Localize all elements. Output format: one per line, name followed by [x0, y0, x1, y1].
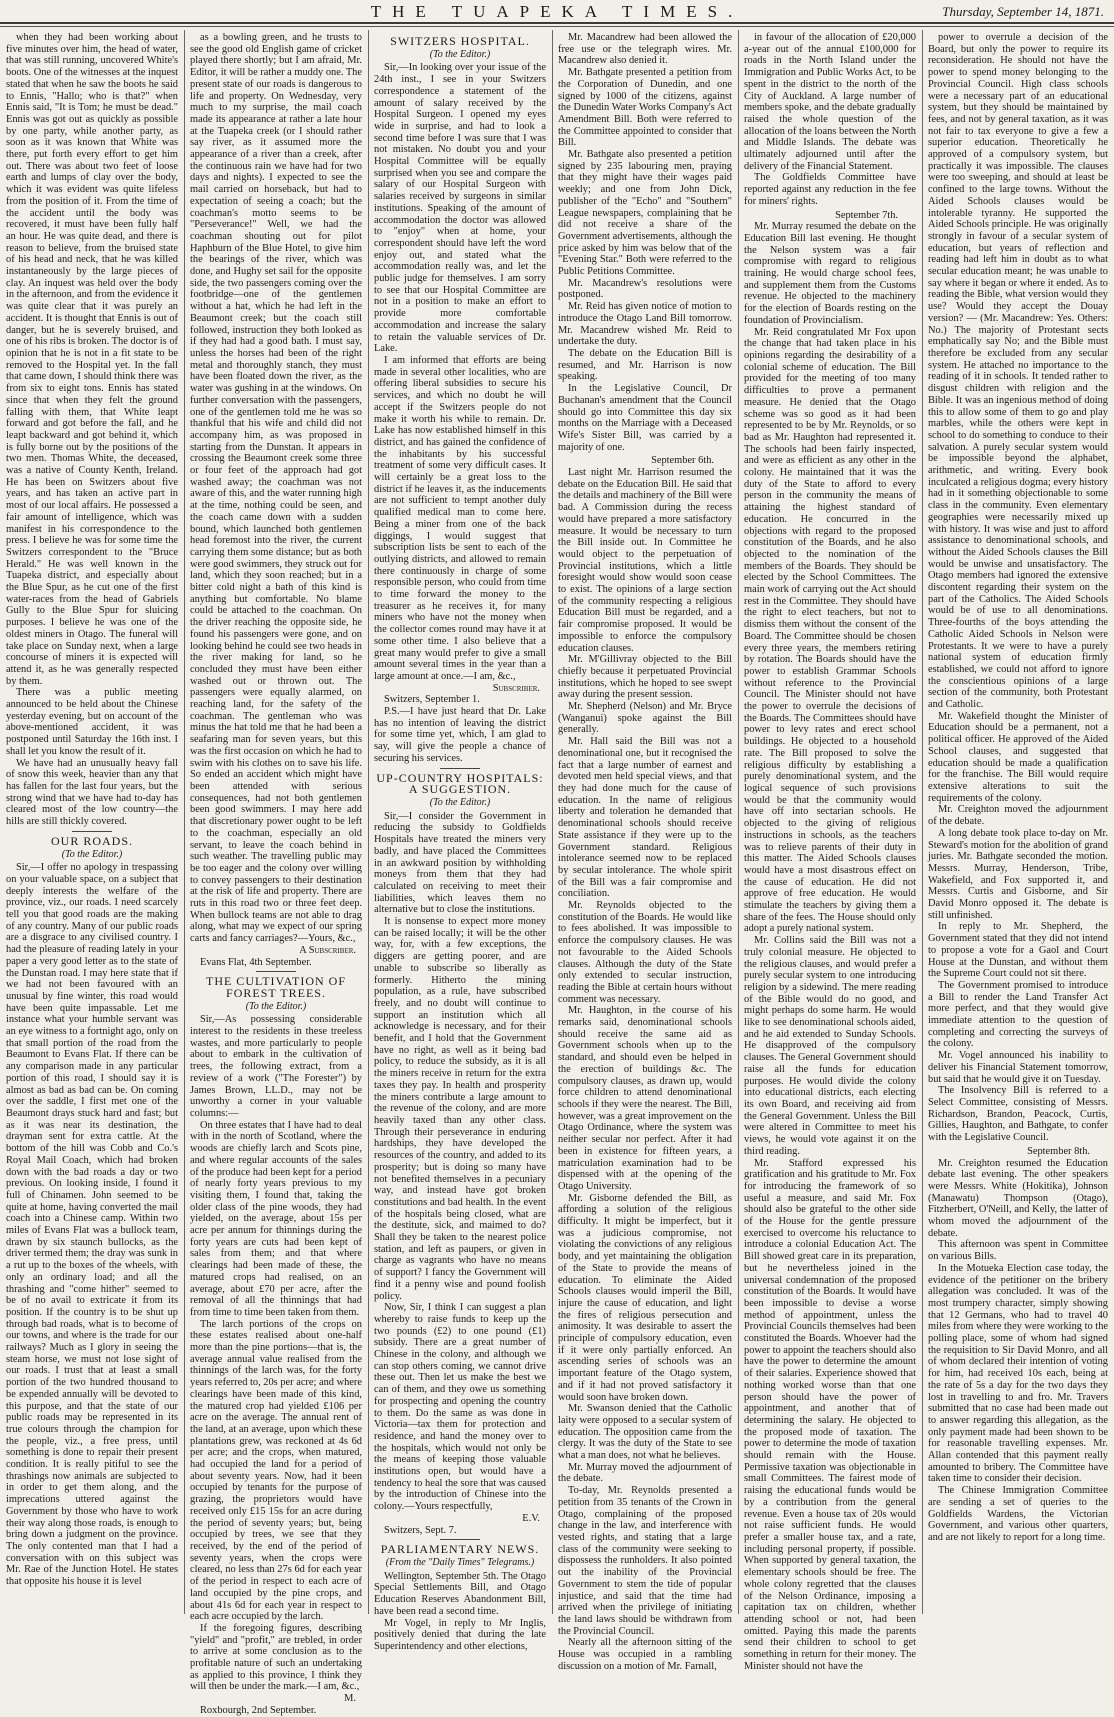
headline-parliamentary-news: PARLIAMENTARY NEWS.	[380, 1542, 540, 1557]
signature: M.	[344, 1693, 356, 1705]
letter-subhead: (To the Editor.)	[429, 797, 491, 808]
newspaper-title: THE TUAPEKA TIMES.	[370, 2, 744, 21]
article-paragraph: Sir,—As possessing considerable interest to the residents in these treeless wastes, and more particularly to people about to embark in the cultivation of trees, the following extract, from a review of a work ("The Forester") by James Brown, LL.D., may not be unworthy a corner in your valuable columns:—	[190, 1014, 362, 1119]
letter-subhead: (To the Editor.)	[429, 48, 491, 60]
column-rule	[552, 30, 553, 1614]
column-rule	[368, 30, 369, 1614]
article-paragraph: Mr. Creighton resumed the Education debate last evening. The other speakers were Messrs. White (Hokitika), Johnson (Manawatu) Thompson (Otago), Fitzherbert, O'Neill, and Kelly, the latter of whom moved the adjournment of the debate.	[928, 1157, 1108, 1239]
news-date: September 7th.	[835, 209, 898, 221]
article-paragraph: On three estates that I have had to deal with in the north of Scotland, where the woods are chiefly larch and Scots pine, and where regular accounts of the sales of the produce had been kept for a period of nearly forty years previous to my visiting them, I found that, taking the older class of the pine woods, they had yielded, on the average, about 15s per acre per annum for thinnings during the forty years are cuts had been kept of sales from them; and that where clearings had been made of these, the matured crops had realised, on an average, about £70 per acre, after the removal of all the thinnings that had from time to time been taken from them.	[190, 1119, 362, 1318]
article-paragraph: Mr. Reynolds objected to the constitution of the Boards. He would like to fees abolished. It was impossible to enforce the compulsory clauses. He was not favourable to the Aided Schools clauses. Although the duty of the State only extended to secular instruction, reading the Bible at certain hours without comment was necessary.	[558, 900, 732, 1005]
article-paragraph: Mr. Bathgate also presented a petition signed by 235 labouring men, praying that they might have their wages paid weekly; and one from John Dick, publisher of the "Echo" and "Southern" League newspapers, complaining that he did not receive a share of the Government advertisements, although the price asked by him was below that of the "Evening Star." Both were referred to the Public Petitions Committee.	[558, 149, 732, 278]
article-paragraph: Mr. Reid has given notice of motion to introduce the Otago Land Bill tomorrow. Mr. Macandrew wished Mr. Reid to undertake the duty.	[558, 301, 732, 348]
article-paragraph: We have had an unusually heavy fall of snow this week, heavier than any that has fallen for the last four years, but the strong wind that we have had to-day has cleared most of the low country—the hills are still thickly covered.	[6, 757, 178, 828]
article-paragraph: Mr. Wakefield thought the Minister of Education should be a permanent, not a political officer. He approved of the Aided School clauses, and suggested that education should be made a qualification for the franchise. The Bill would require extensive alterations to suit the requirements of the colony.	[928, 710, 1108, 804]
column-1	[6, 32, 178, 1612]
column-2	[190, 32, 362, 1716]
article-paragraph: The Chinese Immigration Committee are sending a set of queries to the Goldfields Wardens, the Victorian Government, and various other quarters, and are not likely to report for a long time.	[928, 1485, 1108, 1543]
column-rule	[184, 30, 185, 1614]
article-paragraph: In the Motueka Election case today, the evidence of the petitioner on the bribery allegation was concluded. It was of the most trumpery character, simply showing that 12 Germans, who had to travel 40 miles from where they were working to the polling place, some of whom had signed the requisition to Sir David Monro, and all of whom declared their intention of voting for him, had received 10s each, being at the rate of 5s a day for the two days they lost in travelling to and fro. Mr. Travers submitted that no case had been made out to answer regarding this allegation, as the only payment made had been shown to be for reasonable travelling expenses. Mr. Allan contended that this payment really amounted to bribery. The Committee have taken time to consider their decision.	[928, 1262, 1108, 1485]
signature: Subscriber.	[492, 682, 540, 694]
article-paragraph: Sir,—I consider the Government in reducing the subsidy to Goldfields Hospitals have treated the miners very badly, and have placed the Committees in an awkward position by withholding moneys from them that they had calculated on receiving to meet their liabilities, which leaves them no alternative but to close the institutions.	[374, 810, 546, 916]
article-paragraph: It is nonsense to expect more money can be raised locally; it will be the other way, for, with a few exceptions, the diggers are getting poorer, and are unable to subscribe so liberally as formerly. Hitherto the mining population, as a rule, have subscribed freely, and no doubt will continue to support an institution which all acknowledge is necessary, and for their benefit, and I hold that the Government have no right, as well as it being bad policy, to reduce the subsidy, as it is all the miners receive in return for the extra taxes they pay. In health and prosperity the miners contribute a large amount to the revenue of the colony, and are more heavily taxed than any other class. Through their perseverance in enduring hardships, they have developed the resources of the country, and added to its prosperity; but is doing so many have not benefited themselves in a pecuniary way, and instead have got broken constitutions and bad health. In the event of the hospitals being closed, what are the destitute, sick, and maimed to do? Shall they be taken to the nearest police station, and left as paupers, or given in charge as vagrants who have no means of support? I fancy the Government will find it a penny wise and pound foolish policy.	[374, 916, 546, 1302]
article-paragraph: Mr. Macandrew had been allowed the free use or the telegraph wires. Mr. Macandrew also denied it.	[558, 32, 732, 67]
article-paragraph: Mr. Bathgate presented a petition from the Corporation of Dunedin, and one signed by 1000 of the citizens, against the Dunedin Water Works Company's Act Amendment Bill. Both were referred to the Committee appointed to consider that Bill.	[558, 67, 732, 149]
article-paragraph: To-day, Mr. Reynolds presented a petition from 35 tenants of the Crown in Otago, complaining of the proposed change in the law, and interference with vested rights, and stating that a large class of the community were seeking to dispossess the runholders. It also pointed out the inability of the Provincial Government to stem the tide of popular injustice, and said that the time had arrived when the privilege of initiating the land laws should be withdrawn from the Provincial Council.	[558, 1485, 732, 1637]
article-paragraph: Mr. Haughton, in the course of his remarks said, denominational schools should receive the same aid as Government schools when up to the standard, and should even be helped in the erection of buildings &c. The compulsory clauses, as drawn up, would force children to attend denominational schools if they were the nearest. The Bill, however, was a great improvement on the Otago Ordinance, where the system was neither secular nor perfect. After it had been in existence for fifteen years, a matriculation examination had to be dispensed with at the opening of the Otago University.	[558, 1005, 732, 1192]
article-paragraph: Mr. Stafford expressed his gratification and his gratitude to Mr. Fox for introducing the framework of so useful a measure, and said Mr. Fox should also be grateful to the other side of the House for the gentle pressure exercised to overcome his reluctance to introduce a colonial Education Act. The Bill showed great care in its preparation, but he nevertheless joined in the universal condemnation of the proposed constitution of the Boards. It would have been impossible to devise a worse method of appointment, unless the Provincial Councils themselves had been constituted the Boards. Whoever had the power to appoint the teachers should also have the power to determine the amount of their salaries. Experience showed that nothing worked worse than that one person should have the power of appointment, and another that of determining the salary. He objected to the proposed mode of taxation. The power to determine the mode of taxation should remain with the House. Permissive taxation was objectionable in small Committees. The fairest mode of raising the educational funds would be by a contribution from the general revenue. Even a house tax of 20s would not raise sufficient funds. He would prefer a smaller house tax, and a rate, including personal property, if possible. When supported by general taxation, the elementary schools should be free. The whole colony regretted that the clauses of the Nelson Ordinance, imposing a capitation tax on children, whether attending school or not, had been omitted. Paying this made the parents send their children to school to get something in return for their money. The Minister should not have the	[744, 1157, 916, 1672]
signature: A Subscriber.	[299, 944, 356, 956]
dateline: Switzers, Sept. 7.	[384, 1524, 457, 1536]
signature: E.V.	[522, 1512, 540, 1524]
article-paragraph: Mr. Gisborne defended the Bill, as affording a solution of the religious difficulty. It might be imperfect, but it was a judicious compromise, not violating the convictions of any religious body, and yet maintaining the obligation of the State to provide the means of education. To eliminate the Aided Schools clauses would imperil the Bill, injure the cause of education, and light the fires of religious persecution and animosity. It was desirable to assert the principle of compulsory education, even if it were only partially enforced. An ascending series of schools was an important feature of the Otago system, and if it had not proved satisfactory it would soon have broken down.	[558, 1192, 732, 1403]
article-paragraph: I am informed that efforts are being made in several other localities, who are offering liberal subsidies to secure his services, and which no doubt he will accept if the Switzers people do not make it worth his while to remain. Dr. Lake has now established himself in this district, and has gained the confidence of the inhabitants by his successful treatment of some very difficult cases. It will certainly be a great loss to the district if he leaves it, as the inducements are not sufficient to tempt another duly qualified medical man to come here. Being a miner from one of the back diggings, I would suggest that subscription lists be sent to each of the outlying districts, and allowed to remain there continuously in charge of some responsible person, who could from time to time forward the money to the treasurer as he receives it, for many miners who have not the money when the collector comes round may have it at some other time. I also believe that a great many would prefer to give a small amount several times in the year than a large amount at once.—I am, &c.,	[374, 354, 546, 682]
column-4	[558, 32, 732, 1672]
article-paragraph: The Insolvency Bill is referred to a Select Committee, consisting of Messrs. Richardson, Brandon, Peacock, Curtis, Gillies, Haughton, and Bathgate, to confer with the Legislative Council.	[928, 1085, 1108, 1144]
article-paragraph: Last night Mr. Harrison resumed the debate on the Education Bill. He said that the details and machinery of the Bill were bad. A Commission during the recess would have prepared a more satisfactory measure. It would be necessary to turn the Bill inside out. In Committee he would object to the perpetuation of Provincial institutions, which a little foresight would show would soon cease to exist. The opinions of a large section of the community respecting a religious Education Bill must be regarded, and a fair compromise proposed. It would be impossible to enforce the compulsory education clauses.	[558, 467, 732, 654]
news-date: September 8th.	[1027, 1145, 1090, 1157]
headline-our-roads: OUR ROADS.	[50, 833, 133, 848]
article-paragraph: as a bowling green, and he trusts to see the good old English game of cricket played there shortly; but I am afraid, Mr. Editor, it will be rather a muddy one. The present state of our roads is dangerous to life and property. On Wednesday, very much to my surprise, the mail coach made its appearance at rather a late hour at the Tuapeka creek (or I should rather say river, as it assumed more the appearance of a river than a creek, after the continuous rain we have had for two days and nights). I expected to see the mail carried on horseback, but had to expectation of seeing a coach; but the coachman's motto seems to be "Perseverance!" Well, we had the coachman shouting out for pilot Haphburn of the Blue Hotel, to give him the bearings of the river, which was done, and Hughy set sail for the opposite side, the two passengers coming over the footbridge—one of the gentlemen without a hat, which he had left in the Beaumont creek; but the coach still followed, instruction they both looked as if they had had a good bath. I must say, unless the horses had been of the right metal and thoroughly stanch, they must have been floated down the river, as the water was gushing in at the windows. On further conversation with the passengers, one of the gentlemen told me he was so thankful that his wife and child did not accompany him, as was proposed in starting from the Dunstan. It appears in crossing the Beaumont creek some three or four feet of the approach had got washed away; the coachman was not aware of this, and the water running high at the time, nothing could be seen, and the coach came down with a sudden bound, which launched both gentlemen head foremost into the river, the current carrying them some distance; but as both were good swimmers, they struck out for land, which they soon reached; but in a bitter cold night a bath of this kind is anything but comfortable. No blame could be attached to the coachman. On the driver reaching the opposite side, he found his passengers were gone, and on looking behind he could see two heads in the river making for land, so he concluded they must have been either washed out or thrown out. The passengers were equally alarmed, on reaching land, for the safety of the coachman. The gentleman who was minus the hat told me that he had been a seafaring man for seven years, but this was the first occasion on which he had to swim with his clothes on to save his life. So ended an accident which might have been attended with serious consequences, had not both gentlemen been good swimmers. I may here add that discretionary power ought to be left to the coachman, especially an old servant, to leave the coach behind in such weather. The travelling public may be too eager and the colony over willing to convey passengers to their destination at the risk of life and property. There are ruts in this road two or three feet deep. When bullock teams are not able to drag along, what may we expect of our spring carts and fancy carriages?—Yours, &c.,	[190, 32, 362, 945]
article-paragraph: Sir,—In looking over your issue of the 24th inst., I see in your Switzers correspondence a statement of the amount of salary received by the Hospital Surgeon. I opened my eyes wide in surprise, and had to look a second time before I was sure that I was not mistaken. No doubt you and your Hospital Committee will be equally surprised when you see and compare the salary of our Hospital Surgeon with salaries received by surgeons in similar institutions. Speaking of the amount of accommodation the doctor was allowed to "enjoy" when at home, your correspondent should have left the word enjoy out, and stated what the accommodation really was, and let the public judge for themselves. I am sorry to see that our Hospital Committee are not in a position to make an effort to provide more comfortable accommodation and increase the salary to retain the valuable services of Dr. Lake.	[374, 62, 546, 355]
article-paragraph: Mr. Murray moved the adjournment of the debate.	[558, 1461, 732, 1485]
dateline: Switzers, September 1.	[384, 694, 480, 706]
article-paragraph: Mr. Collins said the Bill was not a truly colonial measure. He objected to the religious clauses, and would prefer a purely secular system to one introducing religion by a sidewind. The mere reading of the Bible would do no good, and might perhaps do some harm. He would like to see denominational schools aided, and he aid extended to Sunday Schools. He disapproved of the compulsory clauses. The General Government should raise all the funds for education purposes. He would divide the colony into educational districts, each electing its own Board, and receiving aid from the General Government. Unless the Bill were altered in Committee to meet his views, he would vote against it on the third reading.	[744, 935, 916, 1157]
article-paragraph: Mr. Hall said the Bill was not a denominational one, but it recognised the fact that a large number of earnest and devoted men held special views, and that they had done much for the cause of education. In the name of religious liberty and toleration he demanded that denominational schools should receive State assistance if they were up to the Government standard. Religious intolerance seemed now to be replaced by secular intolerance. The whole spirit of the Bill was a fair compromise and conciliation.	[558, 736, 732, 900]
article-paragraph: Mr. Vogel announced his inability to deliver his Financial Statement tomorrow, but said that he would give it on Tuesday.	[928, 1050, 1108, 1085]
headline-switzers-hospital: SWITZERS HOSPITAL.	[390, 34, 530, 48]
article-paragraph: when they had been working about five minutes over him, the head of water, that was still running, uncovered White's boots. One of the witnesses at the inquest stated that when he saw the boots he said to Ennis, "Hallo; who is that?" when Ennis said, "It is Tom; he must be dead." Ennis was got out as quickly as possible by one party, while another party, as soon as it was known that White was there, put forth every effort to get him out. There was about two feet of loose earth and lumps of clay over the body, which it was evident was quite lifeless from the position of it. From the time of the accident until the body was recovered, it must have been fully half an hour. He was quite dead, and there is reason to believe, from the bruised state of his head and neck, that he was killed instantaneously by the large pieces of clay. An inquest was held over the body in the afternoon, and from the evidence it was quite clear that it was purely an accident. It is thought that Ennis is out of danger, but he is severely bruised, and one of his ribs is broken. The doctor is of opinion that he is not in a fit state to be removed to the Hospital yet. In the fall that came down, I should think there was from six to eight tons. Ennis has stated since that when they felt the ground falling with them, that White leapt forward and got before the fall, and he leapt backward and got behind it, which is fully borne out by the positions of the two men. Thomas White, the deceased, was a native of County Kenth, Ireland. He has been on Switzers about five years, and has taken an active part in most of our local affairs. He possessed a fair amount of intelligence, which was manifest in his correspondence to the press. I believe he was for some time the Switzers correspondent to the "Bruce Herald." He was well known in the Tuapeka district, and especially about the Blue Spur, as he cut one of the first water-races from the head of Gabriels Gully to the Blue Spur for sluicing purposes. I believe he was one of the oldest miners in Otago. The funeral will take place on Sunday next, when a large concourse of miners it is expected will attend it, as he was generally respected by them.	[6, 32, 178, 687]
article-paragraph: Mr Vogel, in reply to Mr Inglis, positively denied that during the late Superintendency and other elections,	[374, 1617, 546, 1652]
issue-date: Thursday, September 14, 1871.	[942, 4, 1104, 19]
article-paragraph: Mr. Swanson denied that the Catholic laity were opposed to a secular system of education. The opposition came from the clergy. It was the duty of the State to see what a man does, not what he believes.	[558, 1403, 732, 1462]
article-paragraph: This afternoon was spent in Committee on various Bills.	[928, 1239, 1108, 1263]
article-paragraph: Now, Sir, I think I can suggest a plan whereby to raise funds to keep up the two pounds (£2) to one pound (£1) subsidy. There are a great number of Chinese in the colony, and although we can stop others coming, we cannot drive these out. Then let us make the best we can of them, and they owe us something for prospecting and opening the country to them. Do the same as was done in Victoria—tax them for protection and residence, and hand the money over to the hospitals, which would not only be the means of keeping those valuable institutions open, but would have a tendency to heal the sore that was caused by the introduction of Chinese into the colony.—Yours respectfully,	[374, 1302, 546, 1513]
article-paragraph: The debate on the Education Bill is resumed, and Mr. Harrison is now speaking.	[558, 347, 732, 383]
article-paragraph: Mr. Shepherd (Nelson) and Mr. Bryce (Wanganui) spoke against the Bill generally.	[558, 701, 732, 736]
article-paragraph: Sir,—I offer no apology in trespassing on your valuable space, on a subject that deeply interests the welfare of the province, viz., our roads. I need scarcely tell you that good roads are the making of any country. Many of our public roads are a disgrace to any civilised country. I had the pleasure of reading lately in your paper a very good letter as to the state of the Dunstan road. I may here state that if we had not been favoured with an unusual by fine winter, this road would have been quite impassable. Let me instance what your humble servant was an eye witness to a fortnight ago, only on that small portion of the road from the Beaumont to Evans Flat. If there can be any comparison made in any particular portion of this road, I should say it is almost as bad as bad can be. On coming over the saddle, I first met one of the Beaumont drays stuck hard and fast; but as it was near its destination, the drayman sent for extra cattle. At the bottom of the hill was Cobb and Co.'s Royal Mail Coach, which had broken down with the bad roads a day or two previous. On looking inside, I found it full of Chinamen. John seemed to be quite at home, having converted the mail coach into a Chinese camp. Within two miles of Evans Flat was a bullock team, drawn by six staunch bullocks, as the driver termed them; the dray was sunk in a rut up to the boxes of the wheels, with only an ordinary load; and all the thrashing and "come hither" seemed to be of no avail to extricate it from its position. If the country is to be shut up through bad roads, what is to become of our towns, and where is the trade for our railways? Much as I glory in seeing the steam horse, we must not lose sight of our roads. I trust that at least a small portion of the two hundred thousand to be expended annually will be devoted to this purpose, and that the state of our public roads may be represented in its true colours through the champion for the people, viz., a free press, until something is done to repair their present condition. It is really pitiful to see the thrashings now animals are subjected to in order to get them along, and the imprecations uttered against the Government by those who have to work their way along those roads, is enough to bring down a judgment on the province. The only contented man that I had a conversation with on this subject was Mr. Rae of the Junction Hotel. He states that opposite his house it is level	[6, 862, 178, 1588]
letter-subhead: (To the Editor.)	[245, 1000, 307, 1012]
column-rule	[738, 30, 739, 1614]
article-paragraph: Mr. Reid congratulated Mr Fox upon the change that had taken place in his opinions regarding the desirability of a colonial scheme of education. The Bill provided for the meeting of too many difficulties to prove a permanent measure. He denied that the Otago scheme was so good as it had been represented to be by Mr. Reynolds, or so bad as Mr. Haughton had represented it. The schools had been fairly inspected, and were as efficient as any other in the colony. He maintained that it was the duty of the State to afford to every person in the community the means of attaining the highest standard of education. He concurred in the objections with regard to the proposed constitution of the Boards, and he also objected to the nomination of the members of the Boards. They should be elected by the School Committees. The main work of carrying out the Act should rest in the Committee. They should have the right to elect teachers, but not to dismiss them without the consent of the Board. The Committee should be chosen every three years, the members retiring by rotation. The Boards should have the power to establish Grammar Schools without reference to the Provincial Council. The Minister should not have the power to overrule the decisions of the Boards. The Committees should have power to levy rates and erect school buildings. He objected to a household rate. The Bill proposed to solve the religious difficulty by establishing a purely denominational system, and the logical sequence of such provisions would be that the community would have off into sectarian schools. He objected to the giving of religious instructions in schools, as the teachers was to relieve parents of their duty in this matter. The Aided Schools clauses would have a most disastrous effect on the cause of education. He did not approve of free education. He would stimulate the teachers by giving them a share of the fees. The House should only adopt a purely national system.	[744, 326, 916, 935]
article-paragraph: in favour of the allocation of £20,000 a-year out of the annual £100,000 for roads in the North Island under the Immigration and Public Works Act, to be spent in the district to the north of the City of Auckland. A large number of members spoke, and the debate gradually raised the whole question of the allocation of the loans between the North and Middle Islands. The debate was ultimately adjourned until after the delivery of the Financial Statement.	[744, 32, 916, 172]
article-paragraph: In reply to Mr. Shepherd, the Government stated that they did not intend to propose a vote for a Gaol and Court House at the Dunstan, and without them the Supreme Court could not sit there.	[928, 921, 1108, 980]
article-paragraph: In the Legislative Council, Dr Buchanan's amendment that the Council should go into Committee this day six months on the Marriage with a Deceased Wife's Sister Bill, was carried by a majority of one.	[558, 383, 732, 453]
article-paragraph: Wellington, September 5th. The Otago Special Settlements Bill, and Otago Education Reserves Abandonment Bill, have been read a second time.	[374, 1570, 546, 1617]
news-source-subhead: (From the "Daily Times" Telegrams.)	[385, 1557, 535, 1568]
dateline: Evans Flat, 4th September.	[200, 956, 312, 968]
article-paragraph: Mr. Murray resumed the debate on the Education Bill last evening. He thought the Nelson system was a fair compromise with regard to religious training. He would charge school fees, and supplement them from the Customs revenue. He objected to the machinery for the election of Boards resting on the foundation of Provincialism.	[744, 221, 916, 326]
article-paragraph: There was a public meeting announced to be held about the Chinese yesterday evening, but on account of the above-mentioned accident, it was postponed until Saturday the 16th inst. I shall let you know the result of it.	[6, 687, 178, 757]
section-divider	[440, 1539, 480, 1540]
section-divider	[440, 768, 480, 769]
headline-forest-trees: THE CULTIVATION OF FOREST TREES.	[205, 974, 346, 1000]
column-rule	[922, 30, 923, 1614]
article-paragraph: power to overrule a decision of the Board, but only the power to require its reconsideration. He should not have the power to spend money belonging to the Provincial Council. High class schools were a necessary part of an educational system, but they should be maintained by fees, and not by general taxation, as it was not fair to tax everyone to give a few a superior education. Theoretically he approved of a compulsory system, but practically it was impossible. The clauses were too sweeping, and should at least be confined to the large towns. Without the Aided Schools clauses would be intolerable tyranny. He supported the Aided Schools principle. He was originally strongly in favour of a secular system of education, but years of reflection and reading had left him in doubt as to what secular education meant; he was unable to say where it began or where it ended. As to reading the Bible, what version would they use? Would they accept the Douay version? — (Mr. Macandrew: Yes. Others: No.) The majority of Protestant sects emphatically say No; and the Bible must therefore be excluded from any secular system. He attached no importance to the reading of it in schools. It tended rather to disgust children with religion and the Bible. It was an ingenious method of doing this to allow some of them to go and play marbles, while the others were kept in school to do something to conduce to their salvation. A purely secular system would be impossible beyond the alphabet, arithmetic, and writing. Every book inculcated a religious dogma; every history had in it something objectionable to some class in the community. Even elementary geographies were necessarily mixed up with history. It was wise and just to afford assistance to denominational schools, and without the Aided Schools clauses the Bill would be unwise and unsatisfactory. The Otago members had ignored the extensive discontent regarding their system on the part of the Catholics. The Aided Schools would be of use to all denominations. Three-fourths of the boys attending the Catholic Aided Schools in Nelson were Protestants. It we were to have a purely national system of education firmly established, we could not afford to ignore the conscientious opinions of a large section of the community, both Protestant and Catholic.	[928, 32, 1108, 711]
column-5	[744, 32, 916, 1672]
column-6	[928, 32, 1108, 1612]
article-paragraph: The Goldfields Committee have reported against any reduction in the fee for miners' rights.	[744, 172, 916, 207]
masthead	[0, 0, 1114, 24]
article-paragraph: The Government promised to introduce a Bill to render the Land Transfer Act more perfect, and that they would give immediate attention to the question of completing and correcting the surveys of the colony.	[928, 979, 1108, 1050]
article-paragraph: If the foregoing figures, describing "yield" and "profit," are trebled, in order to arrive at some conclusion as to the profitable nature of such an undertaking as applied to this province, I think they will then be under the mark.—I am, &c.,	[190, 1622, 362, 1693]
dateline: Roxbourgh, 2nd September.	[200, 1704, 317, 1716]
article-paragraph: Mr. M'Gillivray objected to the Bill chiefly because it perpetuated Provincial institutions, which he hoped to see swept away during the present session.	[558, 654, 732, 701]
postscript: P.S.—I have just heard that Dr. Lake has no intention of leaving the district for some time yet, which, I am glad to say, will give the people a chance of securing his services.	[374, 706, 546, 764]
column-3	[374, 32, 546, 1652]
news-date: September 6th.	[651, 455, 714, 467]
letter-subhead: (To the Editor.)	[61, 848, 123, 860]
article-paragraph: Nearly all the afternoon sitting of the House was occupied in a rambling discussion on a motion of Mr. Farnall,	[558, 1637, 732, 1672]
article-paragraph: Mr. Creighton moved the adjournment of the debate.	[928, 804, 1108, 828]
article-paragraph: A long debate took place to-day on Mr. Steward's motion for the abolition of grand juries. Mr. Bathgate seconded the motion. Messrs. Murray, Henderson, Tribe, Wakefield, and Fox supported it, and Messrs. Curtis and Gisborne, and Sir David Monro opposed it. The debate is still unfinished.	[928, 827, 1108, 921]
article-paragraph: Mr. Macandrew's resolutions were postponed.	[558, 277, 732, 301]
section-divider	[256, 971, 296, 972]
article-paragraph: The larch portions of the crops on these estates realised about one-half more than the pine portions—that is, the average annual value realised from the thinnings of the larch was, for the forty years referred to, 20s per acre; and where clearings have been made of this kind, the matured crop had yielded £106 per acre on the average. The annual rent of the land, at an average, upon which these plantations grew, was reckoned at 4s 6d per acre; and the crops, when matured, had occupied the land for a period of about seventy years. Now, had it been occupied by tenants for the purpose of grazing, the proprietors would have received only £15 15s for an acre during the period of seventy years; but, being occupied by trees, we see that they received, by the end of the period of seventy years, when the crops were cleared, no less than 27s 6d for each year of the period in respect to each acre of land occupied by the pine crops, and about 41s 6d for each year in respect to each acre occupied by the larch.	[190, 1318, 362, 1623]
headline-up-country-hospitals: UP-COUNTRY HOSPITALS: A SUGGESTION.	[376, 770, 544, 797]
masthead-rule	[0, 26, 1114, 27]
section-divider	[72, 831, 112, 832]
